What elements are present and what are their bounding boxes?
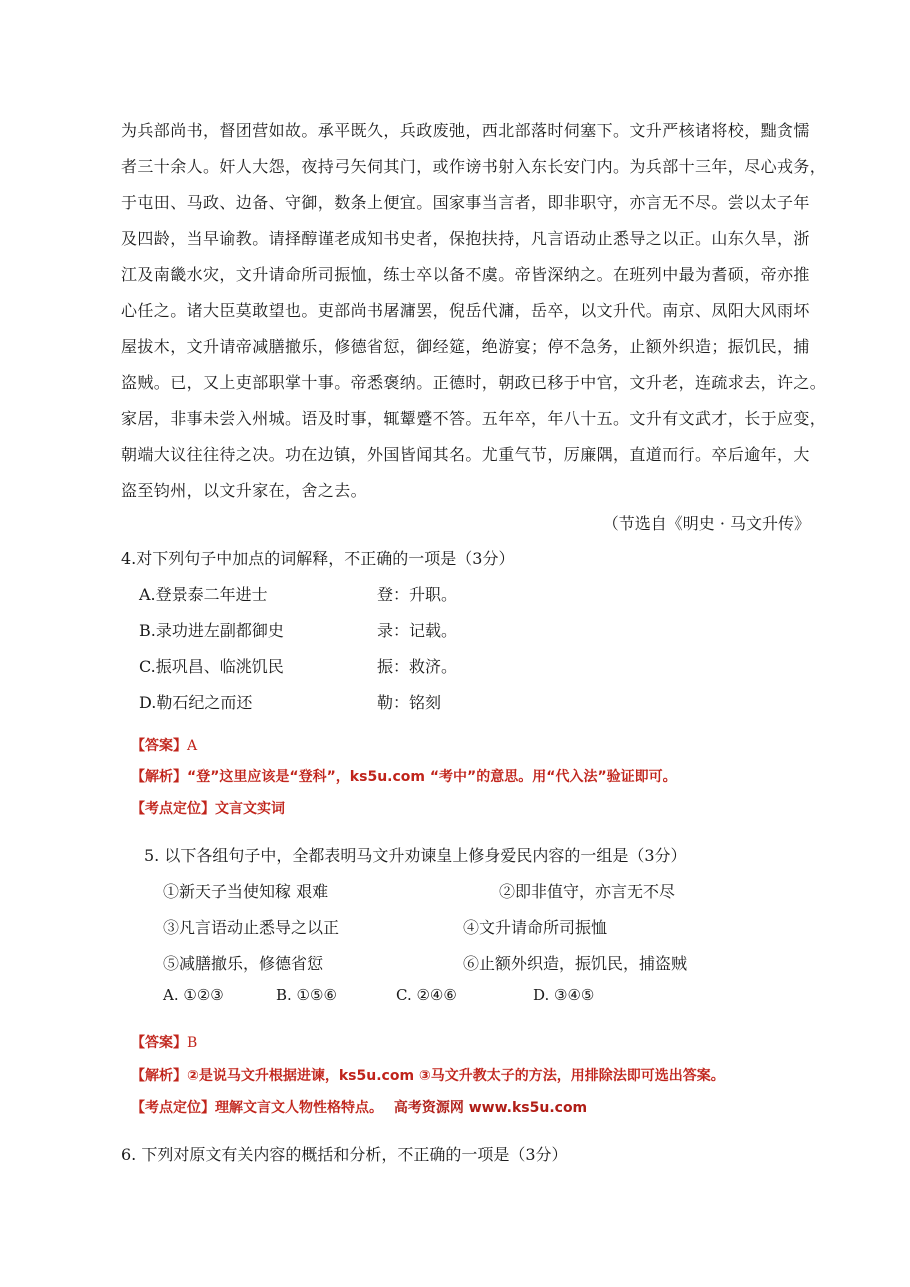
option-gloss: 勒：铭刻 bbox=[377, 693, 442, 712]
item-text: ②即非值守，亦言无不尽 bbox=[499, 882, 676, 901]
choice-a: A. ①②③ bbox=[163, 986, 224, 1004]
question-4-answer-box bbox=[121, 728, 761, 824]
answer-value: A bbox=[187, 738, 198, 754]
choice-d: D. ③④⑤ bbox=[533, 986, 595, 1004]
option-text: A.登景泰二年进士 bbox=[139, 585, 268, 604]
point-line bbox=[131, 1097, 587, 1117]
item-text: ⑤减膳撤乐，修德省愆 bbox=[163, 954, 324, 973]
question-5-items-row-3 bbox=[163, 951, 763, 975]
choice-b: B. ①⑤⑥ bbox=[276, 986, 337, 1004]
point-text: 理解文言文人物性格特点。 bbox=[215, 1100, 383, 1116]
question-4-option-c bbox=[139, 654, 739, 678]
question-5-choices bbox=[163, 986, 663, 1010]
question-6-title: 6. 下列对原文有关内容的概括和分析，不正确的一项是（3分） bbox=[121, 1145, 568, 1164]
passage-line: 江及南畿水灾，文升请命所司振恤，练士卒以备不虞。帝皆深纳之。在班列中最为耆硕，帝亦推 bbox=[121, 265, 810, 284]
answer-value: B bbox=[187, 1035, 198, 1051]
passage-line: 心任之。诸大臣莫敢望也。吏部尚书屠滽罢，倪岳代滽，岳卒，以文升代。南京、凤阳大风雨坏 bbox=[121, 301, 810, 320]
analysis-line bbox=[131, 1065, 725, 1085]
option-text: B.录功进左副都御史 bbox=[139, 621, 284, 640]
passage-line: 为兵部尚书，督团营如故。承平既久，兵政废弛，西北部落时伺塞下。文升严核诸将校，黜贪懦 bbox=[121, 121, 810, 140]
question-5-answer-box bbox=[121, 1028, 761, 1120]
question-5-items-row-2 bbox=[163, 915, 763, 939]
item-text: ①新天子当使知稼 艰难 bbox=[163, 882, 329, 901]
passage-line: 于屯田、马政、边备、守御，数条上便宜。国家事当言者，即非职守，亦言无不尽。尝以太子年 bbox=[121, 193, 810, 212]
option-text: D.勒石纪之而还 bbox=[139, 693, 253, 712]
passage-line: 家居，非事未尝入州城。语及时事，辄颦蹙不答。五年卒，年八十五。文升有文武才，长于应变， bbox=[121, 409, 827, 428]
point-text: 文言文实词 bbox=[215, 801, 285, 817]
question-5-title: 5. 以下各组句子中，全都表明马文升劝谏皇上修身爱民内容的一组是（3分） bbox=[144, 846, 687, 865]
passage-line: 者三十余人。奸人大怨，夜持弓矢伺其门，或作谤书射入东长安门内。为兵部十三年，尽心戎务， bbox=[121, 157, 827, 176]
question-4-option-a bbox=[139, 582, 739, 606]
answer-tag: 【答案】 bbox=[131, 1035, 187, 1051]
analysis-tag: 【解析】 bbox=[131, 769, 187, 785]
analysis-text: “登”这里应该是“登科”，ks5u.com “考中”的意思。用“代入法”验证即可。 bbox=[187, 769, 677, 785]
analysis-line bbox=[131, 766, 677, 786]
passage-line: 盗至钧州，以文升家在，舍之去。 bbox=[121, 481, 368, 500]
option-text: C.振巩昌、临洮饥民 bbox=[139, 657, 284, 676]
question-4-title: 4.对下列句子中加点的词解释，不正确的一项是（3分） bbox=[121, 549, 515, 568]
point-line bbox=[131, 798, 285, 818]
choice-c: C. ②④⑥ bbox=[396, 986, 457, 1004]
answer-line bbox=[131, 735, 197, 755]
point-tag: 【考点定位】 bbox=[131, 801, 215, 817]
answer-tag: 【答案】 bbox=[131, 738, 187, 754]
question-4-option-d bbox=[139, 690, 739, 714]
question-4-option-b bbox=[139, 618, 739, 642]
watermark-text: 高考资源网 www.ks5u.com bbox=[393, 1100, 588, 1116]
passage-line: 及四龄，当早谕教。请择醇谨老成知书史者，保抱扶持，凡言语动止悉导之以正。山东久旱，浙 bbox=[121, 229, 810, 248]
point-tag: 【考点定位】 bbox=[131, 1100, 215, 1116]
option-gloss: 振：救济。 bbox=[377, 657, 458, 676]
item-text: ④文升请命所司振恤 bbox=[463, 918, 608, 937]
analysis-tag: 【解析】 bbox=[131, 1068, 187, 1084]
item-text: ③凡言语动止悉导之以正 bbox=[163, 918, 340, 937]
passage-source: （节选自《明史 · 马文升传》 bbox=[602, 514, 810, 533]
option-gloss: 登：升职。 bbox=[377, 585, 458, 604]
passage-line: 盗贼。已，又上吏部职掌十事。帝悉褒纳。正德时，朝政已移于中官，文升老，连疏求去，许之。 bbox=[121, 373, 827, 392]
item-text: ⑥止额外织造，振饥民，捕盗贼 bbox=[463, 954, 688, 973]
passage-line: 屋拔木，文升请帝减膳撤乐，修德省愆，御经筵，绝游宴；停不急务，止额外织造；振饥民，捕 bbox=[121, 337, 810, 356]
passage-text bbox=[121, 113, 827, 509]
answer-line bbox=[131, 1032, 197, 1052]
question-5-items-row-1 bbox=[163, 879, 763, 903]
passage-line: 朝端大议往往待之决。功在边镇，外国皆闻其名。尤重气节，厉廉隅，直道而行。卒后逾年，大 bbox=[121, 445, 810, 464]
option-gloss: 录：记载。 bbox=[377, 621, 458, 640]
analysis-text: ②是说马文升根据进谏，ks5u.com ③马文升教太子的方法，用排除法即可选出答案。 bbox=[187, 1068, 725, 1084]
